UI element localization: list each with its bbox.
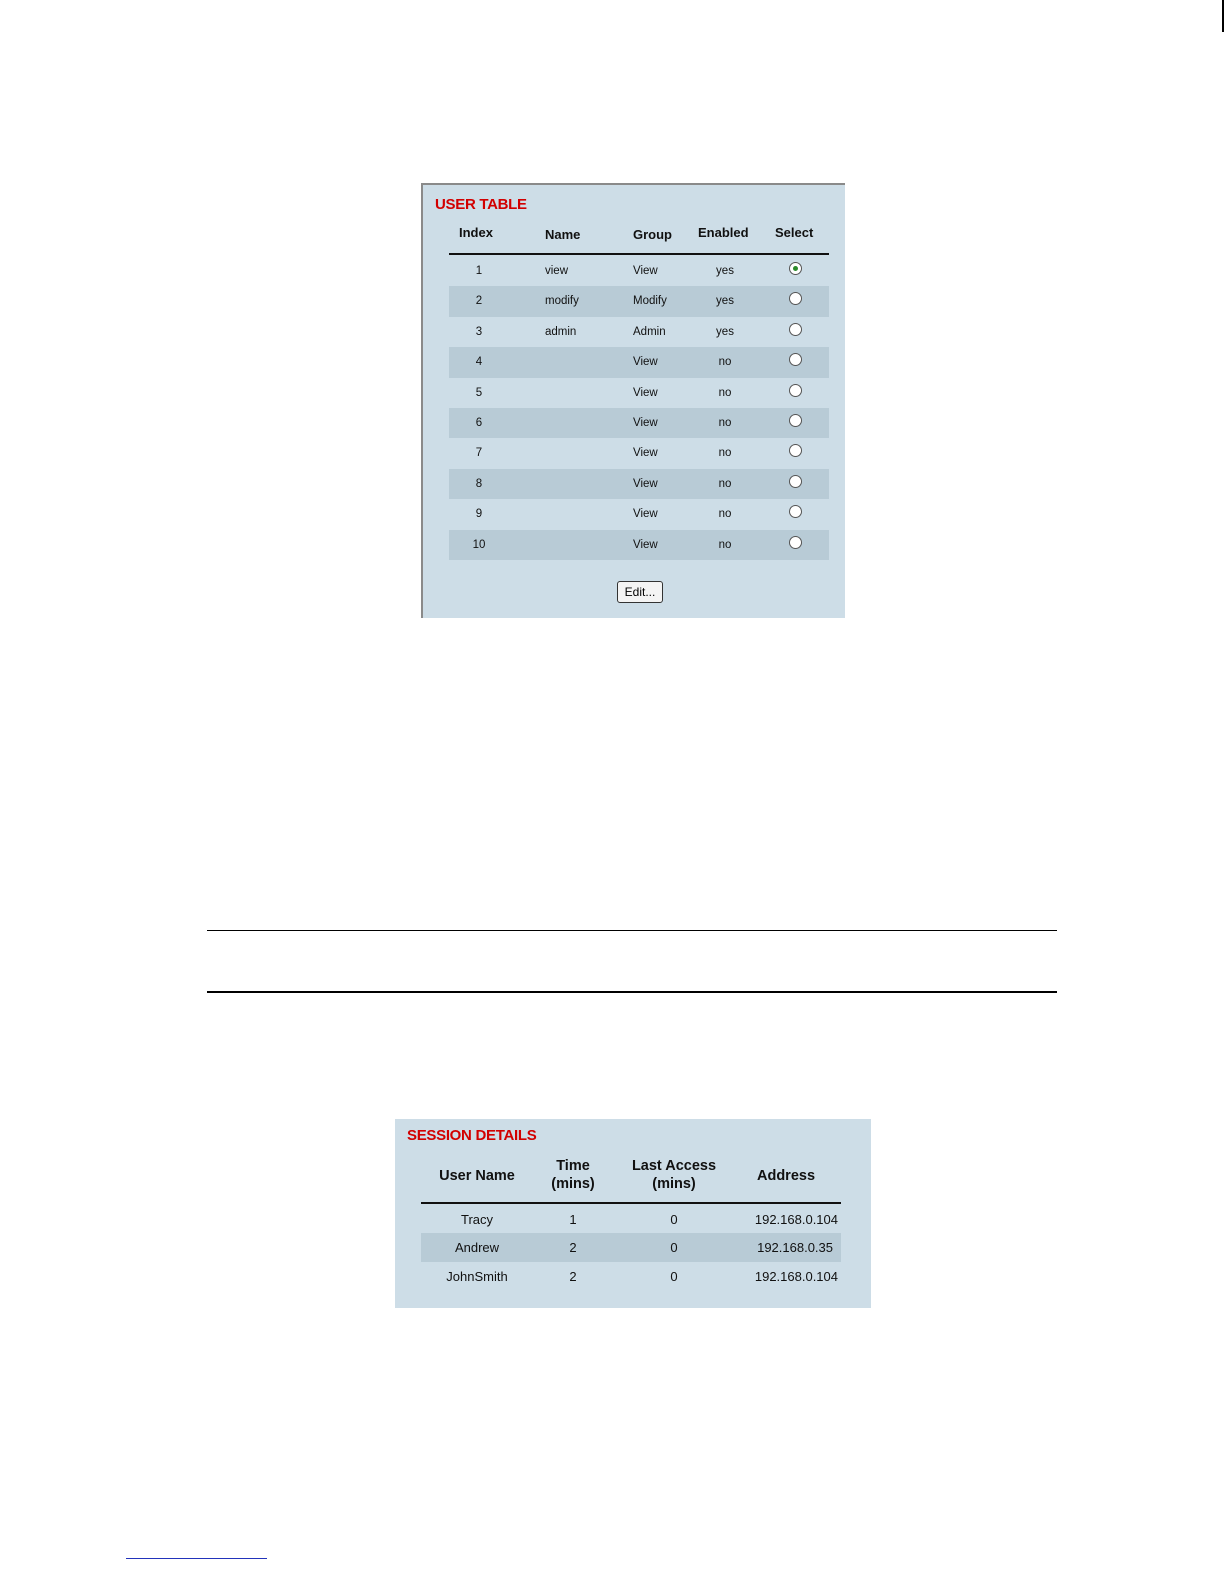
col-header-last-line2: (mins) xyxy=(652,1176,696,1192)
cell-index: 9 xyxy=(475,508,483,521)
select-radio[interactable] xyxy=(789,475,802,488)
table-row xyxy=(421,1233,841,1261)
cell-group: Modify xyxy=(633,295,667,308)
cell-last-access: 0 xyxy=(670,1268,678,1284)
select-radio[interactable] xyxy=(789,353,802,366)
cell-group: View xyxy=(633,508,658,521)
cell-enabled: no xyxy=(718,356,732,369)
col-header-user-name: User Name xyxy=(439,1168,515,1184)
table-row xyxy=(449,347,829,377)
cell-index: 8 xyxy=(475,477,483,490)
table-row xyxy=(421,1205,841,1233)
col-header-time-line1: Time xyxy=(556,1158,590,1174)
cell-time: 1 xyxy=(569,1212,577,1227)
select-radio[interactable] xyxy=(789,414,802,427)
select-radio[interactable] xyxy=(789,536,802,549)
col-header-select: Select xyxy=(775,225,814,240)
col-header-time-line2: (mins) xyxy=(551,1176,595,1192)
footnote-link-underline[interactable] xyxy=(126,1558,267,1559)
select-radio[interactable] xyxy=(789,323,802,336)
table-row xyxy=(449,438,829,468)
cell-enabled: no xyxy=(718,477,732,490)
col-header-last-access xyxy=(619,1157,729,1193)
select-radio[interactable] xyxy=(789,262,802,275)
session-details-title: SESSION DETAILS xyxy=(407,1127,537,1144)
session-header-divider xyxy=(421,1202,841,1204)
divider-top xyxy=(207,930,1057,931)
cell-time: 2 xyxy=(569,1240,577,1256)
session-details-panel xyxy=(395,1119,871,1308)
cell-group: View xyxy=(633,386,658,399)
cell-enabled: yes xyxy=(716,295,734,308)
col-header-name: Name xyxy=(545,227,581,242)
cell-last-access: 0 xyxy=(670,1212,678,1227)
table-row xyxy=(449,408,829,438)
table-row xyxy=(449,499,829,529)
cell-enabled: no xyxy=(718,508,732,521)
cell-user-name: JohnSmith xyxy=(446,1268,508,1284)
select-radio[interactable] xyxy=(789,292,802,305)
table-row xyxy=(449,286,829,316)
col-header-group: Group xyxy=(633,227,672,242)
cell-name: view xyxy=(545,265,569,277)
cell-index: 4 xyxy=(475,356,483,369)
select-radio[interactable] xyxy=(789,505,802,518)
cell-index: 2 xyxy=(475,295,483,308)
cell-enabled: yes xyxy=(716,325,734,338)
cell-name: modify xyxy=(545,295,579,308)
col-header-index: Index xyxy=(459,225,493,240)
select-radio[interactable] xyxy=(789,444,802,457)
table-row xyxy=(449,530,829,560)
user-table-panel xyxy=(421,183,845,618)
cell-index: 5 xyxy=(475,386,483,399)
cell-enabled: yes xyxy=(716,265,734,277)
table-row xyxy=(449,317,829,347)
edit-button[interactable]: Edit... xyxy=(617,581,663,603)
cell-enabled: no xyxy=(718,447,732,460)
divider-bottom xyxy=(207,991,1057,993)
user-table-rows xyxy=(449,256,829,560)
cell-enabled: no xyxy=(718,538,732,551)
cell-index: 1 xyxy=(475,265,483,277)
select-radio[interactable] xyxy=(789,384,802,397)
user-table-title: USER TABLE xyxy=(435,196,527,213)
cell-address: 192.168.0.104 xyxy=(754,1212,838,1227)
cell-group: View xyxy=(633,416,658,429)
cell-time: 2 xyxy=(569,1268,577,1284)
cell-index: 3 xyxy=(475,325,483,338)
col-header-time xyxy=(543,1157,603,1193)
cell-address: 192.168.0.104 xyxy=(754,1268,838,1284)
cell-name: admin xyxy=(545,325,577,338)
cell-group: View xyxy=(633,265,658,277)
session-rows xyxy=(421,1205,841,1290)
table-row xyxy=(449,256,829,286)
col-header-last-line1: Last Access xyxy=(631,1158,717,1174)
cell-user-name: Tracy xyxy=(460,1212,494,1227)
cell-group: View xyxy=(633,447,658,460)
table-row xyxy=(421,1262,841,1290)
cell-user-name: Andrew xyxy=(454,1240,500,1256)
cell-last-access: 0 xyxy=(670,1240,678,1256)
cell-group: Admin xyxy=(633,325,666,338)
cell-group: View xyxy=(633,477,658,490)
col-header-enabled: Enabled xyxy=(698,225,749,240)
cell-enabled: no xyxy=(718,416,732,429)
cell-address: 192.168.0.35 xyxy=(757,1240,833,1256)
cell-index: 7 xyxy=(475,447,483,460)
table-row xyxy=(449,378,829,408)
cell-group: View xyxy=(633,538,658,551)
table-row xyxy=(449,469,829,499)
cell-group: View xyxy=(633,356,658,369)
cell-index: 10 xyxy=(472,538,486,551)
col-header-address: Address xyxy=(756,1168,816,1184)
cell-index: 6 xyxy=(475,416,483,429)
cell-enabled: no xyxy=(718,386,732,399)
header-divider xyxy=(449,253,829,255)
